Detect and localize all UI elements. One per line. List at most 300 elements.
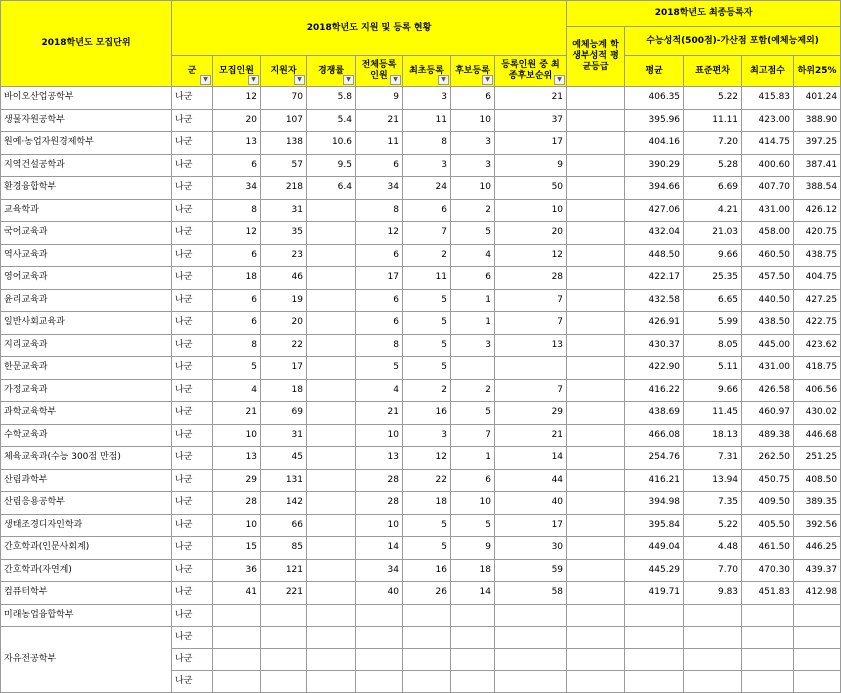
last-rank-cell[interactable] (495, 357, 567, 380)
applicants-cell[interactable]: 138 (261, 132, 307, 155)
applicants-cell[interactable]: 107 (261, 109, 307, 132)
ratio-cell[interactable] (307, 469, 356, 492)
filter-dropdown-icon[interactable]: ▼ (438, 75, 449, 85)
last-rank-cell[interactable] (495, 604, 567, 627)
total-reg-cell[interactable]: 28 (356, 469, 403, 492)
std-cell[interactable]: 5.99 (684, 312, 742, 335)
p25-cell[interactable]: 422.75 (794, 312, 841, 335)
filter-dropdown-icon[interactable]: ▼ (248, 75, 259, 85)
last-rank-cell[interactable] (495, 627, 567, 649)
first-reg-cell[interactable]: 5 (403, 514, 451, 537)
school-grade-cell[interactable] (567, 537, 625, 560)
last-rank-cell[interactable]: 59 (495, 559, 567, 582)
gun-cell[interactable]: 나군 (172, 109, 213, 132)
std-cell[interactable]: 5.11 (684, 357, 742, 380)
wait-reg-cell[interactable]: 10 (451, 177, 495, 200)
wait-reg-cell[interactable]: 5 (451, 514, 495, 537)
applicants-cell[interactable] (261, 671, 307, 693)
first-reg-cell[interactable] (403, 671, 451, 693)
total-reg-cell[interactable]: 13 (356, 447, 403, 470)
max-cell[interactable]: 489.38 (742, 424, 794, 447)
total-reg-cell[interactable]: 34 (356, 559, 403, 582)
gun-cell[interactable]: 나군 (172, 604, 213, 627)
total-reg-cell[interactable]: 17 (356, 267, 403, 290)
first-reg-cell[interactable]: 2 (403, 379, 451, 402)
p25-cell[interactable]: 412.98 (794, 582, 841, 605)
max-cell[interactable]: 405.50 (742, 514, 794, 537)
first-reg-cell[interactable]: 11 (403, 267, 451, 290)
p25-cell[interactable]: 251.25 (794, 447, 841, 470)
ratio-cell[interactable] (307, 424, 356, 447)
gun-cell[interactable]: 나군 (172, 537, 213, 560)
gun-cell[interactable]: 나군 (172, 244, 213, 267)
std-cell[interactable]: 6.69 (684, 177, 742, 200)
total-reg-cell[interactable]: 5 (356, 357, 403, 380)
last-rank-cell[interactable]: 14 (495, 447, 567, 470)
wait-reg-cell[interactable]: 6 (451, 87, 495, 110)
std-cell[interactable] (684, 604, 742, 627)
p25-cell[interactable]: 404.75 (794, 267, 841, 290)
school-grade-cell[interactable] (567, 514, 625, 537)
p25-cell[interactable]: 388.90 (794, 109, 841, 132)
first-reg-cell[interactable]: 11 (403, 109, 451, 132)
unit-name-cell[interactable]: 간호학과(자연계) (1, 559, 172, 582)
wait-reg-cell[interactable] (451, 649, 495, 671)
last-rank-cell[interactable]: 10 (495, 199, 567, 222)
total-reg-cell[interactable] (356, 649, 403, 671)
gun-cell[interactable]: 나군 (172, 582, 213, 605)
ratio-cell[interactable] (307, 267, 356, 290)
ratio-cell[interactable] (307, 537, 356, 560)
unit-name-cell[interactable]: 생물자원공학부 (1, 109, 172, 132)
ratio-cell[interactable] (307, 199, 356, 222)
unit-name-cell[interactable]: 지역건설공학과 (1, 154, 172, 177)
total-reg-cell[interactable]: 8 (356, 334, 403, 357)
school-grade-cell[interactable] (567, 109, 625, 132)
avg-cell[interactable] (625, 604, 684, 627)
first-reg-cell[interactable]: 18 (403, 492, 451, 515)
first-reg-cell[interactable]: 16 (403, 559, 451, 582)
total-reg-cell[interactable]: 14 (356, 537, 403, 560)
last-rank-cell[interactable]: 17 (495, 514, 567, 537)
p25-cell[interactable]: 388.54 (794, 177, 841, 200)
max-cell[interactable] (742, 649, 794, 671)
gun-cell[interactable]: 나군 (172, 671, 213, 693)
total-reg-cell[interactable]: 12 (356, 222, 403, 245)
total-reg-cell[interactable]: 4 (356, 379, 403, 402)
std-cell[interactable]: 4.48 (684, 537, 742, 560)
unit-name-cell[interactable]: 원예·농업자원경제학부 (1, 132, 172, 155)
max-cell[interactable]: 431.00 (742, 199, 794, 222)
quota-cell[interactable]: 6 (213, 154, 261, 177)
avg-cell[interactable]: 438.69 (625, 402, 684, 425)
wait-reg-cell[interactable]: 18 (451, 559, 495, 582)
quota-cell[interactable]: 29 (213, 469, 261, 492)
total-reg-cell[interactable]: 8 (356, 199, 403, 222)
header-last-rank[interactable] (495, 56, 567, 87)
school-grade-cell[interactable] (567, 424, 625, 447)
p25-cell[interactable]: 438.75 (794, 244, 841, 267)
unit-name-cell[interactable]: 산림과학부 (1, 469, 172, 492)
first-reg-cell[interactable]: 26 (403, 582, 451, 605)
filter-dropdown-icon[interactable]: ▼ (200, 75, 211, 85)
unit-name-cell[interactable]: 지리교육과 (1, 334, 172, 357)
p25-cell[interactable]: 426.12 (794, 199, 841, 222)
ratio-cell[interactable] (307, 289, 356, 312)
school-grade-cell[interactable] (567, 132, 625, 155)
quota-cell[interactable]: 36 (213, 559, 261, 582)
avg-cell[interactable]: 430.37 (625, 334, 684, 357)
school-grade-cell[interactable] (567, 154, 625, 177)
quota-cell[interactable]: 8 (213, 199, 261, 222)
gun-cell[interactable]: 나군 (172, 132, 213, 155)
filter-dropdown-icon[interactable]: ▼ (343, 75, 354, 85)
ratio-cell[interactable] (307, 649, 356, 671)
max-cell[interactable]: 460.97 (742, 402, 794, 425)
p25-cell[interactable]: 392.56 (794, 514, 841, 537)
school-grade-cell[interactable] (567, 469, 625, 492)
ratio-cell[interactable] (307, 671, 356, 693)
wait-reg-cell[interactable]: 9 (451, 537, 495, 560)
quota-cell[interactable]: 13 (213, 132, 261, 155)
gun-cell[interactable]: 나군 (172, 379, 213, 402)
quota-cell[interactable] (213, 627, 261, 649)
std-cell[interactable]: 25.35 (684, 267, 742, 290)
avg-cell[interactable]: 445.29 (625, 559, 684, 582)
std-cell[interactable]: 7.20 (684, 132, 742, 155)
std-cell[interactable]: 18.13 (684, 424, 742, 447)
wait-reg-cell[interactable]: 10 (451, 109, 495, 132)
last-rank-cell[interactable]: 9 (495, 154, 567, 177)
school-grade-cell[interactable] (567, 87, 625, 110)
wait-reg-cell[interactable]: 6 (451, 469, 495, 492)
p25-cell[interactable]: 439.37 (794, 559, 841, 582)
filter-dropdown-icon[interactable]: ▼ (294, 75, 305, 85)
quota-cell[interactable]: 20 (213, 109, 261, 132)
school-grade-cell[interactable] (567, 492, 625, 515)
applicants-cell[interactable] (261, 649, 307, 671)
ratio-cell[interactable] (307, 447, 356, 470)
p25-cell[interactable] (794, 649, 841, 671)
school-grade-cell[interactable] (567, 559, 625, 582)
max-cell[interactable]: 458.00 (742, 222, 794, 245)
last-rank-cell[interactable]: 12 (495, 244, 567, 267)
max-cell[interactable]: 445.00 (742, 334, 794, 357)
gun-cell[interactable]: 나군 (172, 199, 213, 222)
unit-name-cell[interactable]: 미래농업융합학부 (1, 604, 172, 627)
p25-cell[interactable]: 427.25 (794, 289, 841, 312)
quota-cell[interactable]: 6 (213, 312, 261, 335)
quota-cell[interactable] (213, 671, 261, 693)
p25-cell[interactable]: 406.56 (794, 379, 841, 402)
wait-reg-cell[interactable]: 3 (451, 132, 495, 155)
last-rank-cell[interactable]: 30 (495, 537, 567, 560)
std-cell[interactable]: 5.28 (684, 154, 742, 177)
gun-cell[interactable]: 나군 (172, 267, 213, 290)
school-grade-cell[interactable] (567, 357, 625, 380)
std-cell[interactable]: 9.83 (684, 582, 742, 605)
std-cell[interactable]: 13.94 (684, 469, 742, 492)
total-reg-cell[interactable] (356, 604, 403, 627)
quota-cell[interactable]: 15 (213, 537, 261, 560)
school-grade-cell[interactable] (567, 604, 625, 627)
ratio-cell[interactable]: 9.5 (307, 154, 356, 177)
applicants-cell[interactable]: 131 (261, 469, 307, 492)
wait-reg-cell[interactable]: 7 (451, 424, 495, 447)
unit-name-cell[interactable]: 윤리교육과 (1, 289, 172, 312)
ratio-cell[interactable] (307, 312, 356, 335)
avg-cell[interactable]: 448.50 (625, 244, 684, 267)
applicants-cell[interactable]: 20 (261, 312, 307, 335)
school-grade-cell[interactable] (567, 267, 625, 290)
school-grade-cell[interactable] (567, 671, 625, 693)
last-rank-cell[interactable]: 44 (495, 469, 567, 492)
header-ratio[interactable] (307, 56, 356, 87)
unit-name-cell[interactable]: 일반사회교육과 (1, 312, 172, 335)
ratio-cell[interactable] (307, 334, 356, 357)
p25-cell[interactable]: 423.62 (794, 334, 841, 357)
applicants-cell[interactable] (261, 627, 307, 649)
school-grade-cell[interactable] (567, 334, 625, 357)
last-rank-cell[interactable]: 13 (495, 334, 567, 357)
applicants-cell[interactable]: 57 (261, 154, 307, 177)
gun-cell[interactable]: 나군 (172, 469, 213, 492)
max-cell[interactable]: 461.50 (742, 537, 794, 560)
avg-cell[interactable]: 449.04 (625, 537, 684, 560)
total-reg-cell[interactable] (356, 671, 403, 693)
max-cell[interactable]: 451.83 (742, 582, 794, 605)
last-rank-cell[interactable]: 37 (495, 109, 567, 132)
first-reg-cell[interactable]: 22 (403, 469, 451, 492)
max-cell[interactable]: 400.60 (742, 154, 794, 177)
unit-name-cell[interactable]: 역사교육과 (1, 244, 172, 267)
avg-cell[interactable]: 254.76 (625, 447, 684, 470)
wait-reg-cell[interactable] (451, 627, 495, 649)
header-first-reg[interactable] (403, 56, 451, 87)
first-reg-cell[interactable]: 5 (403, 289, 451, 312)
quota-cell[interactable]: 28 (213, 492, 261, 515)
quota-cell[interactable]: 34 (213, 177, 261, 200)
applicants-cell[interactable]: 221 (261, 582, 307, 605)
std-cell[interactable]: 6.65 (684, 289, 742, 312)
header-total-reg[interactable] (356, 56, 403, 87)
school-grade-cell[interactable] (567, 447, 625, 470)
last-rank-cell[interactable]: 17 (495, 132, 567, 155)
quota-cell[interactable]: 12 (213, 87, 261, 110)
unit-name-cell[interactable]: 교육학과 (1, 199, 172, 222)
max-cell[interactable]: 415.83 (742, 87, 794, 110)
first-reg-cell[interactable]: 2 (403, 244, 451, 267)
std-cell[interactable]: 21.03 (684, 222, 742, 245)
gun-cell[interactable]: 나군 (172, 627, 213, 649)
wait-reg-cell[interactable]: 1 (451, 289, 495, 312)
last-rank-cell[interactable] (495, 671, 567, 693)
unit-name-cell[interactable]: 한문교육과 (1, 357, 172, 380)
total-reg-cell[interactable]: 34 (356, 177, 403, 200)
quota-cell[interactable]: 41 (213, 582, 261, 605)
max-cell[interactable]: 414.75 (742, 132, 794, 155)
avg-cell[interactable]: 422.17 (625, 267, 684, 290)
total-reg-cell[interactable]: 6 (356, 244, 403, 267)
unit-name-cell[interactable]: 과학교육학부 (1, 402, 172, 425)
ratio-cell[interactable]: 5.8 (307, 87, 356, 110)
school-grade-cell[interactable] (567, 177, 625, 200)
avg-cell[interactable]: 422.90 (625, 357, 684, 380)
avg-cell[interactable]: 395.96 (625, 109, 684, 132)
avg-cell[interactable]: 394.66 (625, 177, 684, 200)
p25-cell[interactable]: 418.75 (794, 357, 841, 380)
first-reg-cell[interactable]: 5 (403, 357, 451, 380)
gun-cell[interactable]: 나군 (172, 447, 213, 470)
quota-cell[interactable]: 5 (213, 357, 261, 380)
total-reg-cell[interactable]: 9 (356, 87, 403, 110)
gun-cell[interactable]: 나군 (172, 154, 213, 177)
p25-cell[interactable]: 401.24 (794, 87, 841, 110)
applicants-cell[interactable]: 66 (261, 514, 307, 537)
ratio-cell[interactable] (307, 357, 356, 380)
last-rank-cell[interactable]: 21 (495, 87, 567, 110)
gun-cell[interactable]: 나군 (172, 87, 213, 110)
ratio-cell[interactable] (307, 492, 356, 515)
avg-cell[interactable]: 416.21 (625, 469, 684, 492)
last-rank-cell[interactable]: 7 (495, 289, 567, 312)
std-cell[interactable] (684, 671, 742, 693)
unit-name-cell[interactable]: 환경융합학부 (1, 177, 172, 200)
applicants-cell[interactable]: 23 (261, 244, 307, 267)
total-reg-cell[interactable]: 40 (356, 582, 403, 605)
gun-cell[interactable]: 나군 (172, 177, 213, 200)
applicants-cell[interactable]: 46 (261, 267, 307, 290)
ratio-cell[interactable] (307, 244, 356, 267)
std-cell[interactable]: 7.35 (684, 492, 742, 515)
gun-cell[interactable]: 나군 (172, 492, 213, 515)
p25-cell[interactable] (794, 604, 841, 627)
gun-cell[interactable]: 나군 (172, 289, 213, 312)
gun-cell[interactable]: 나군 (172, 559, 213, 582)
applicants-cell[interactable]: 18 (261, 379, 307, 402)
school-grade-cell[interactable] (567, 222, 625, 245)
max-cell[interactable]: 457.50 (742, 267, 794, 290)
avg-cell[interactable]: 404.16 (625, 132, 684, 155)
ratio-cell[interactable] (307, 514, 356, 537)
school-grade-cell[interactable] (567, 289, 625, 312)
unit-name-cell[interactable]: 자유전공학부 (1, 627, 172, 693)
p25-cell[interactable]: 397.25 (794, 132, 841, 155)
quota-cell[interactable]: 10 (213, 514, 261, 537)
std-cell[interactable]: 5.22 (684, 87, 742, 110)
last-rank-cell[interactable]: 50 (495, 177, 567, 200)
gun-cell[interactable]: 나군 (172, 514, 213, 537)
ratio-cell[interactable] (307, 604, 356, 627)
wait-reg-cell[interactable]: 4 (451, 244, 495, 267)
p25-cell[interactable]: 408.50 (794, 469, 841, 492)
applicants-cell[interactable]: 22 (261, 334, 307, 357)
total-reg-cell[interactable] (356, 627, 403, 649)
school-grade-cell[interactable] (567, 312, 625, 335)
wait-reg-cell[interactable]: 14 (451, 582, 495, 605)
quota-cell[interactable]: 12 (213, 222, 261, 245)
std-cell[interactable]: 11.11 (684, 109, 742, 132)
total-reg-cell[interactable]: 21 (356, 109, 403, 132)
ratio-cell[interactable] (307, 222, 356, 245)
applicants-cell[interactable]: 121 (261, 559, 307, 582)
header-quota[interactable] (213, 56, 261, 87)
last-rank-cell[interactable] (495, 649, 567, 671)
quota-cell[interactable]: 10 (213, 424, 261, 447)
std-cell[interactable]: 5.22 (684, 514, 742, 537)
quota-cell[interactable]: 8 (213, 334, 261, 357)
school-grade-cell[interactable] (567, 627, 625, 649)
school-grade-cell[interactable] (567, 379, 625, 402)
total-reg-cell[interactable]: 6 (356, 154, 403, 177)
wait-reg-cell[interactable]: 2 (451, 199, 495, 222)
applicants-cell[interactable]: 69 (261, 402, 307, 425)
gun-cell[interactable]: 나군 (172, 402, 213, 425)
first-reg-cell[interactable]: 5 (403, 334, 451, 357)
first-reg-cell[interactable] (403, 627, 451, 649)
unit-name-cell[interactable]: 국어교육과 (1, 222, 172, 245)
total-reg-cell[interactable]: 6 (356, 289, 403, 312)
applicants-cell[interactable]: 19 (261, 289, 307, 312)
max-cell[interactable]: 450.75 (742, 469, 794, 492)
p25-cell[interactable]: 446.68 (794, 424, 841, 447)
applicants-cell[interactable]: 31 (261, 199, 307, 222)
first-reg-cell[interactable]: 5 (403, 537, 451, 560)
applicants-cell[interactable]: 45 (261, 447, 307, 470)
avg-cell[interactable]: 466.08 (625, 424, 684, 447)
applicants-cell[interactable]: 85 (261, 537, 307, 560)
first-reg-cell[interactable]: 16 (403, 402, 451, 425)
total-reg-cell[interactable]: 10 (356, 514, 403, 537)
wait-reg-cell[interactable] (451, 357, 495, 380)
std-cell[interactable] (684, 627, 742, 649)
gun-cell[interactable]: 나군 (172, 334, 213, 357)
first-reg-cell[interactable]: 5 (403, 312, 451, 335)
max-cell[interactable]: 409.50 (742, 492, 794, 515)
avg-cell[interactable]: 395.84 (625, 514, 684, 537)
gun-cell[interactable]: 나군 (172, 222, 213, 245)
std-cell[interactable]: 9.66 (684, 379, 742, 402)
unit-name-cell[interactable]: 바이오산업공학부 (1, 87, 172, 110)
max-cell[interactable] (742, 604, 794, 627)
applicants-cell[interactable]: 142 (261, 492, 307, 515)
wait-reg-cell[interactable]: 1 (451, 312, 495, 335)
max-cell[interactable] (742, 671, 794, 693)
max-cell[interactable]: 460.50 (742, 244, 794, 267)
last-rank-cell[interactable]: 20 (495, 222, 567, 245)
applicants-cell[interactable]: 35 (261, 222, 307, 245)
first-reg-cell[interactable]: 7 (403, 222, 451, 245)
last-rank-cell[interactable]: 58 (495, 582, 567, 605)
p25-cell[interactable] (794, 671, 841, 693)
first-reg-cell[interactable]: 24 (403, 177, 451, 200)
last-rank-cell[interactable]: 7 (495, 379, 567, 402)
school-grade-cell[interactable] (567, 582, 625, 605)
school-grade-cell[interactable] (567, 402, 625, 425)
total-reg-cell[interactable]: 11 (356, 132, 403, 155)
std-cell[interactable]: 7.31 (684, 447, 742, 470)
max-cell[interactable]: 262.50 (742, 447, 794, 470)
wait-reg-cell[interactable]: 10 (451, 492, 495, 515)
wait-reg-cell[interactable]: 3 (451, 154, 495, 177)
header-wait-reg[interactable] (451, 56, 495, 87)
quota-cell[interactable]: 21 (213, 402, 261, 425)
ratio-cell[interactable]: 6.4 (307, 177, 356, 200)
filter-dropdown-icon[interactable]: ▼ (482, 75, 493, 85)
unit-name-cell[interactable]: 컴퓨터학부 (1, 582, 172, 605)
wait-reg-cell[interactable] (451, 604, 495, 627)
p25-cell[interactable]: 420.75 (794, 222, 841, 245)
